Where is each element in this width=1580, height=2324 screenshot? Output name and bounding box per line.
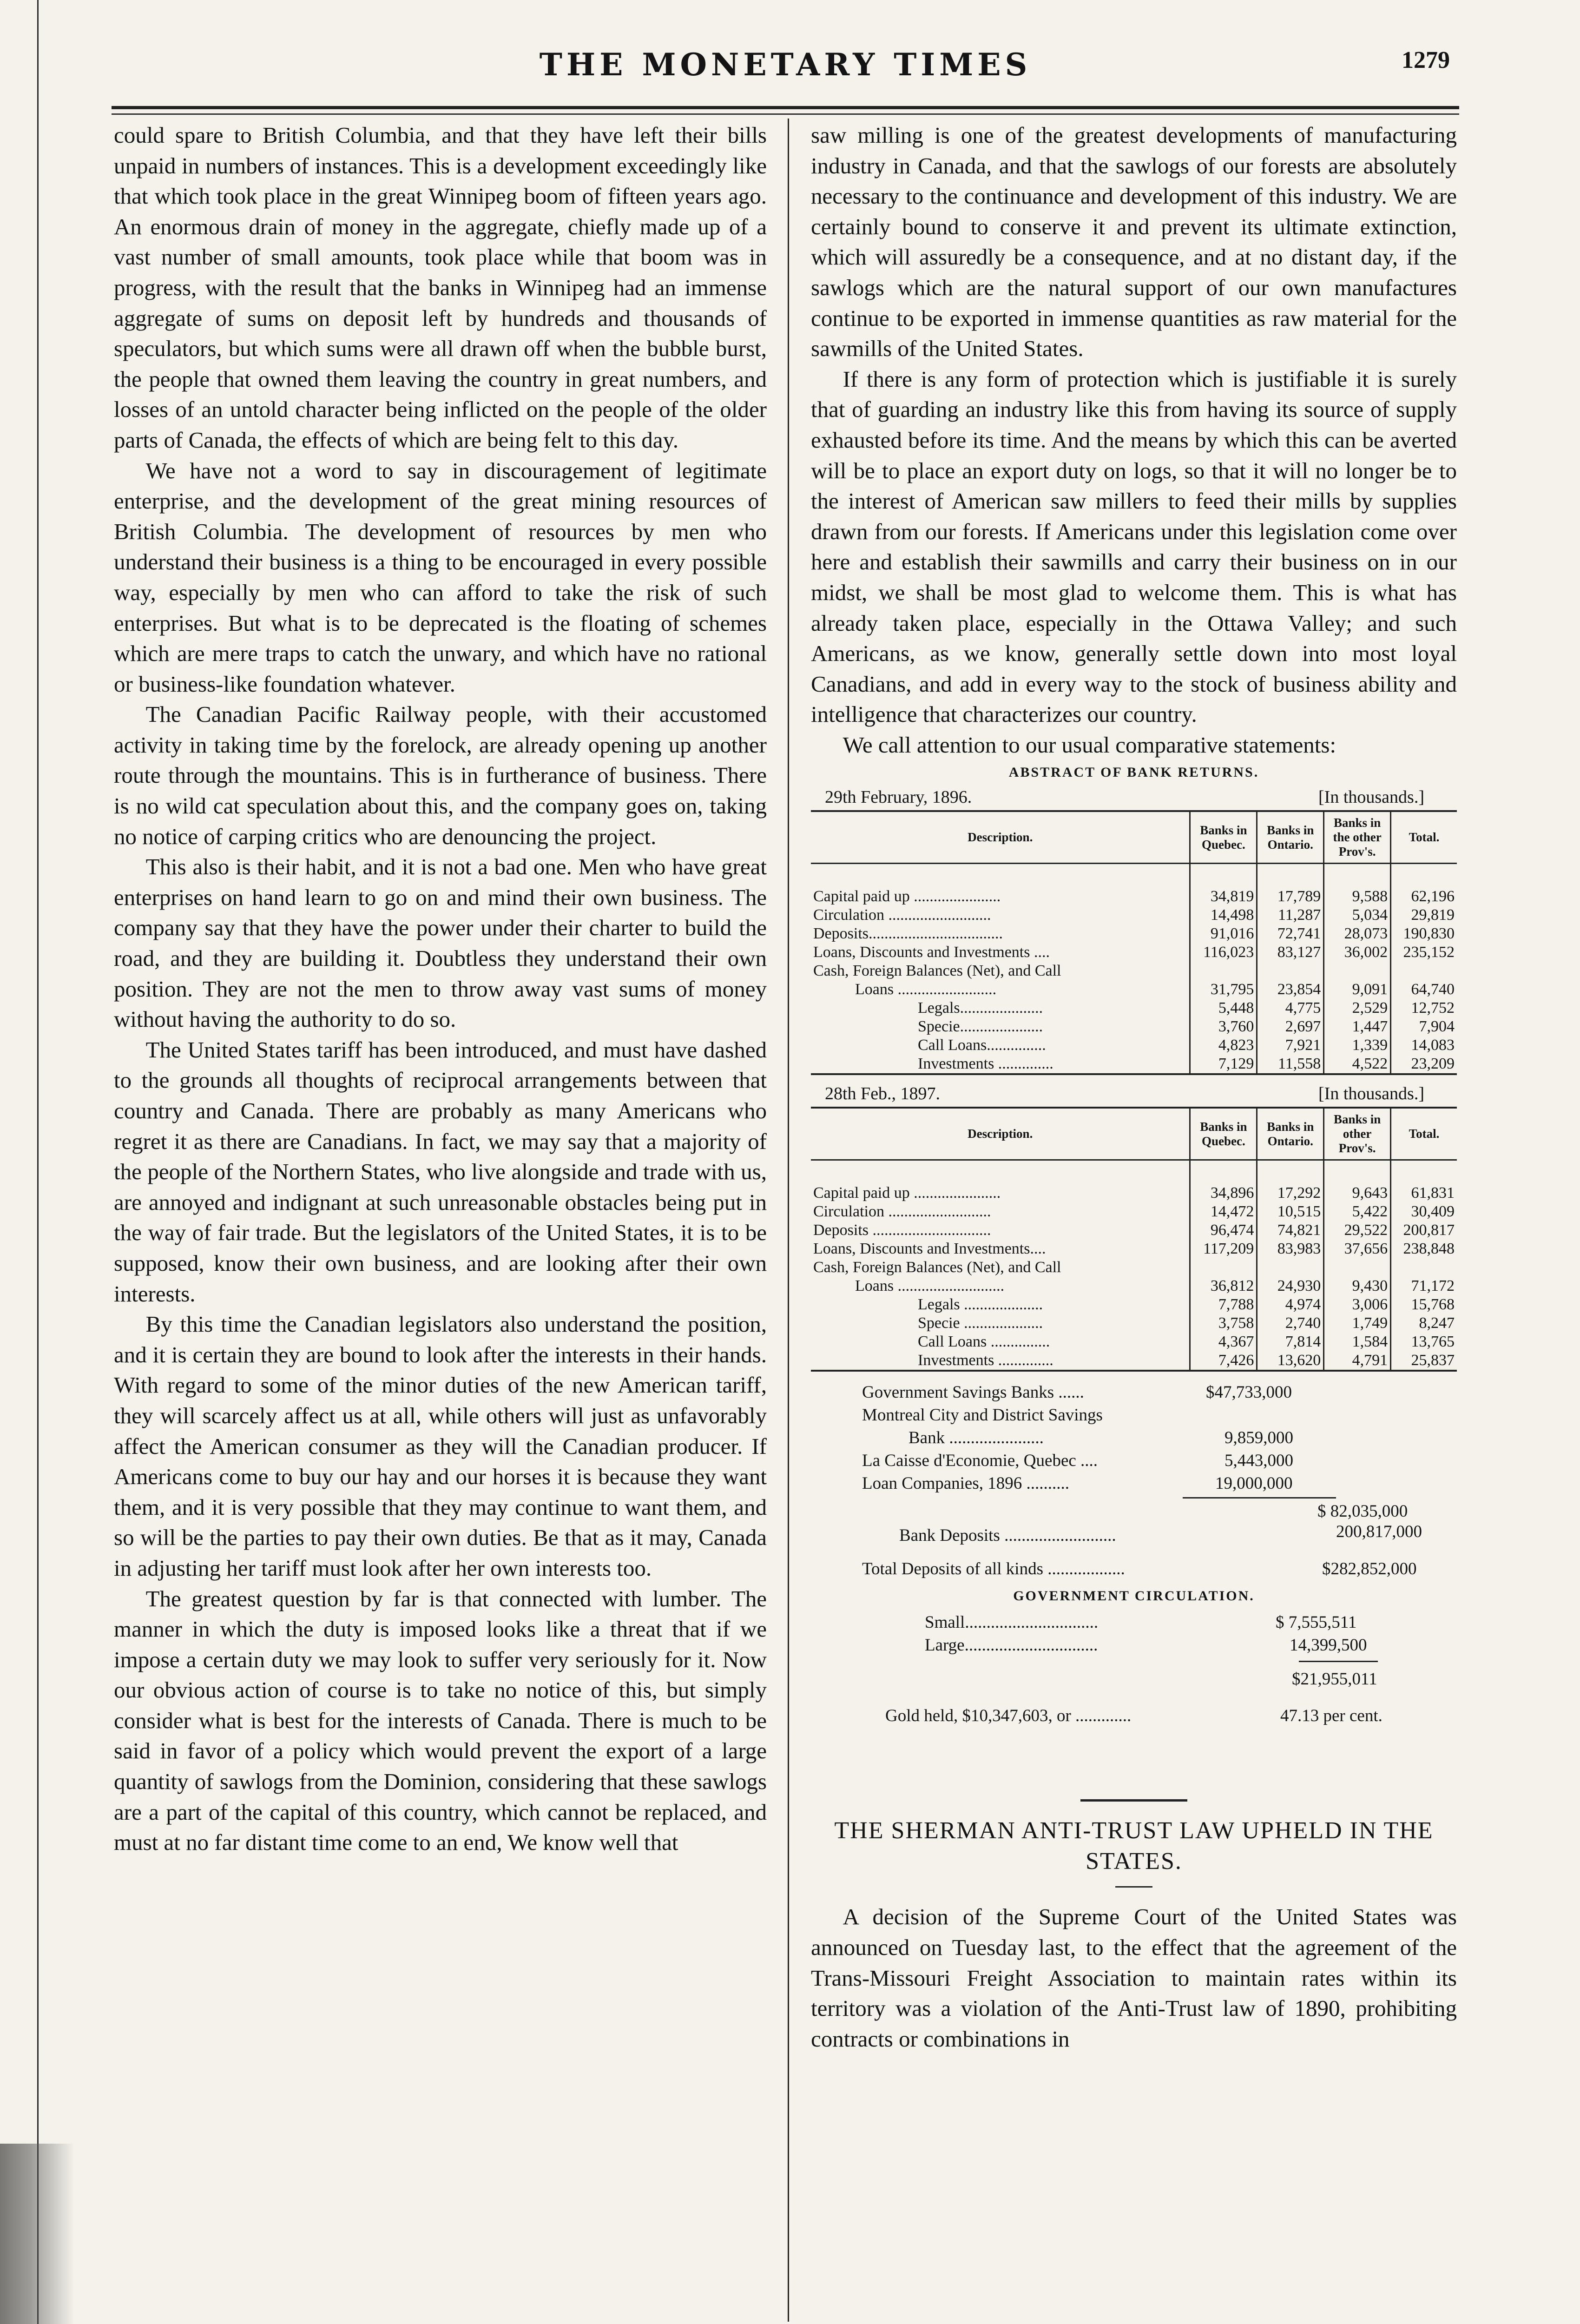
cell: Cash, Foreign Balances (Net), and Call <box>813 1259 1061 1276</box>
cell: 4,791 <box>1324 1351 1391 1371</box>
summary-amount: 19,000,000 <box>1215 1474 1293 1493</box>
summary-amount: $ 7,555,511 <box>1276 1613 1357 1632</box>
cell: 34,896 <box>1190 1184 1257 1202</box>
sum-rule <box>1299 1661 1378 1662</box>
cell: Circulation .......................... <box>813 1203 991 1221</box>
cell: 28,073 <box>1324 924 1391 943</box>
summary-label: Bank ...................... <box>908 1428 1044 1448</box>
page-header <box>112 46 1459 83</box>
paragraph: We have not a word to say in discouragement of legitimate enterprise, and the development of the great mining resources of British Columbia. The development of resources by men who understand their business is a thing to be encouraged in every possible way, especially by men who can afford to take the risk of such enterprises. But what is to be deprecated is the floating of schemes which are mere traps to catch the unwary, and which have no rational or business-like foundation whatever. <box>114 457 767 697</box>
column-header: Banks in Quebec. <box>1190 811 1257 864</box>
cell: 17,789 <box>1257 887 1324 906</box>
cell: 5,422 <box>1324 1202 1391 1221</box>
cell: Legals .................... <box>918 1296 1043 1314</box>
bank-returns <box>811 761 1457 1850</box>
page-fold-shadow <box>0 2144 74 2324</box>
cell: Deposits.................................. <box>813 925 1003 943</box>
summary-label: Small............................... <box>925 1613 1099 1632</box>
cell: Loans ........................... <box>855 1277 1005 1295</box>
cell <box>1391 1258 1457 1277</box>
table-row <box>811 906 1457 924</box>
cell: 2,529 <box>1324 999 1391 1017</box>
header-rule-thin <box>112 113 1459 115</box>
summary-label: Government Savings Banks ...... <box>862 1383 1084 1402</box>
table-row <box>811 1314 1457 1333</box>
cell: 83,983 <box>1257 1240 1324 1258</box>
table-row <box>811 1277 1457 1295</box>
cell: Capital paid up ...................... <box>813 1184 1001 1202</box>
summary-label: Loan Companies, 1896 .......... <box>862 1474 1070 1493</box>
cell: 7,129 <box>1190 1055 1257 1074</box>
deposits-summary <box>811 1381 1457 1850</box>
summary-amount: $ 82,035,000 <box>1317 1502 1408 1521</box>
cell: 117,209 <box>1190 1240 1257 1258</box>
cell <box>1257 1258 1324 1277</box>
cell: 1,749 <box>1324 1314 1391 1333</box>
cell: 14,472 <box>1190 1202 1257 1221</box>
cell: Investments .............. <box>811 1351 1190 1371</box>
table-row <box>811 943 1457 962</box>
cell: 4,775 <box>1257 999 1324 1017</box>
cell: 9,091 <box>1324 980 1391 999</box>
summary-amount: 47.13 per cent. <box>1280 1706 1382 1726</box>
cell: 200,817 <box>1391 1221 1457 1240</box>
column-header: Banks in Quebec. <box>1190 1108 1257 1160</box>
cell <box>1324 962 1391 980</box>
table-row <box>811 887 1457 906</box>
cell: 74,821 <box>1257 1221 1324 1240</box>
paragraph: The greatest question by far is that connected with lumber. The manner in which the duty is imposed looks like a threat that if we impose a certain duty we may look to suffer very seriously for it. Now our obvious action of course is to take no notice of this, but simply consider what is best for the interests of Canada. There is much to be said in favor of a policy which would prevent the export of a large quantity of sawlogs from the Dominion, considering that these sawlogs are a part of the capital of this country, which cannot be replaced, and must at no far distant time come to an end, We know well that <box>114 1585 767 1855</box>
table-row <box>811 1202 1457 1221</box>
column-header: Total. <box>1391 1108 1457 1160</box>
cell: Investments .............. <box>811 1055 1190 1074</box>
bank-table-1896 <box>811 810 1457 1075</box>
cell <box>1257 962 1324 980</box>
cell <box>1190 1258 1257 1277</box>
cell: 14,083 <box>1391 1036 1457 1055</box>
summary-amount: 9,859,000 <box>1224 1428 1293 1448</box>
page-number: 1279 <box>1402 47 1450 73</box>
cell: 7,426 <box>1190 1351 1257 1371</box>
paragraph: This also is their habit, and it is not a bad one. Men who have great enterprises on hand learn to go on and mind their own business. The company say that they have the power under their charter to build the road, and they are building it. Doubtless they understand their own position. They are not the men to throw away vast sums of money without having the authority to do so. <box>114 854 767 1032</box>
cell: 116,023 <box>1190 943 1257 962</box>
cell: 7,904 <box>1391 1017 1457 1036</box>
cell: 9,588 <box>1324 887 1391 906</box>
column-header: Description. <box>968 1127 1033 1141</box>
cell: 17,292 <box>1257 1184 1324 1202</box>
column-header: Banks in Ontario. <box>1257 811 1324 864</box>
cell: 3,006 <box>1324 1295 1391 1314</box>
sum-rule <box>1183 1497 1336 1499</box>
cell: 34,819 <box>1190 887 1257 906</box>
cell: Legals..................... <box>918 999 1043 1017</box>
cell: 190,830 <box>1391 924 1457 943</box>
summary-label: Total Deposits of all kinds .................. <box>862 1559 1125 1579</box>
summary-label: Montreal City and District Savings <box>862 1406 1103 1425</box>
summary-label: Large............................... <box>925 1636 1098 1655</box>
cell: 25,837 <box>1391 1351 1457 1371</box>
article-title: THE SHERMAN ANTI-TRUST LAW UPHELD IN THE STATES. <box>834 1817 1434 1875</box>
table-row <box>811 1333 1457 1351</box>
table-row <box>811 999 1457 1017</box>
cell: 14,498 <box>1190 906 1257 924</box>
summary-amount: $47,733,000 <box>1206 1383 1292 1402</box>
table-row <box>811 962 1457 980</box>
cell: Loans, Discounts and Investments .... <box>813 944 1050 961</box>
abstract-heading: ABSTRACT OF BANK RETURNS. <box>1008 765 1259 780</box>
cell: 1,584 <box>1324 1333 1391 1351</box>
paragraph: By this time the Canadian legislators also understand the position, and it is certain they are bound to look after the interests in their hands. With regard to some of the minor duties of the new American tariff, they will scarcely affect us at all, while others will just as unfavorably affect the American consumer as they will the Canadian producer. If Americans come to buy our hay and our horses it is because they want them, and it is very possible that they may continue to want them, and so will be the parties to pay their own duties. Be that as it may, Canada in adjusting her tariff must look after her own interests too. <box>114 1311 767 1581</box>
cell: 7,921 <box>1257 1036 1324 1055</box>
cell: 4,367 <box>1190 1333 1257 1351</box>
cell: 64,740 <box>1391 980 1457 999</box>
table-row <box>811 1184 1457 1202</box>
title-rule <box>1115 1886 1152 1888</box>
left-column <box>114 120 767 1858</box>
table2-date: 28th Feb., 1897. <box>825 1084 941 1104</box>
column-header: Total. <box>1391 811 1457 864</box>
cell: 5,448 <box>1190 999 1257 1017</box>
cell: 4,522 <box>1324 1055 1391 1074</box>
paragraph: If there is any form of protection which is justifiable it is surely that of guarding an industry like this from having its source of supply exhausted before its time. And the means by which this can be averted will be to place an export duty on logs, so that it will no longer be to the interest of American saw millers to feed their mills by supplies drawn from our forests. If Americans under this legislation come over here and establish their sawmills and carry their business on in our midst, we shall be most glad to welcome them. This is what has already taken place, especially in the Ottawa Valley; and such Americans, as we know, generally settle down into most loyal Canadians, and add in every way to the stock of business ability and intelligence that characterizes our country. <box>811 366 1457 727</box>
cell: 23,854 <box>1257 980 1324 999</box>
cell: 3,758 <box>1190 1314 1257 1333</box>
cell: 29,522 <box>1324 1221 1391 1240</box>
cell: 96,474 <box>1190 1221 1257 1240</box>
cell: 23,209 <box>1391 1055 1457 1074</box>
cell <box>1324 1258 1391 1277</box>
cell: 31,795 <box>1190 980 1257 999</box>
cell: Call Loans............... <box>918 1037 1046 1054</box>
page-binding-edge <box>37 0 39 2324</box>
bank-table-1897 <box>811 1107 1457 1372</box>
summary-label: La Caisse d'Economie, Quebec .... <box>862 1451 1098 1471</box>
paragraph: could spare to British Columbia, and that they have left their bills unpaid in numbers of instances. This is a development exceedingly like that which took place in the great Winnipeg boom of fifteen years ago. An enormous drain of money in the aggregate, chiefly made up of a vast number of small amounts, took place while that boom was in progress, with the result that the banks in Winnipeg had an immense aggregate of sums on deposit left by hundreds and thousands of speculators, but which sums were all drawn off when the bubble burst, the people that owned them leaving the country in great numbers, and losses of an untold character being inflicted on the people of the older parts of Canada, the effects of which are being felt to this day. <box>114 122 767 453</box>
summary-amount: $21,955,011 <box>1292 1670 1377 1689</box>
cell: 11,287 <box>1257 906 1324 924</box>
cell: 7,788 <box>1190 1295 1257 1314</box>
cell: Specie..................... <box>918 1018 1043 1036</box>
cell: 2,697 <box>1257 1017 1324 1036</box>
table-row <box>811 1055 1457 1074</box>
cell: Loans ......................... <box>855 981 997 998</box>
cell: 29,819 <box>1391 906 1457 924</box>
cell: 238,848 <box>1391 1240 1457 1258</box>
table2-dateline <box>811 1081 1457 1107</box>
table-row <box>811 1221 1457 1240</box>
cell: Cash, Foreign Balances (Net), and Call <box>813 962 1061 980</box>
cell: 9,430 <box>1324 1277 1391 1295</box>
cell: 7,814 <box>1257 1333 1324 1351</box>
summary-label: Bank Deposits .......................... <box>899 1526 1116 1545</box>
table-row <box>811 1258 1457 1277</box>
right-column <box>811 120 1457 2054</box>
summary-amount: 5,443,000 <box>1224 1451 1293 1471</box>
cell: 11,558 <box>1257 1055 1324 1074</box>
table-row <box>811 1351 1457 1371</box>
paragraph: saw milling is one of the greatest developments of manufacturing industry in Canada, and that the sawlogs of our forests are absolutely necessary to the continuance and development of this industry. We are certainly bound to conserve it and prevent its ultimate extinction, which will assuredly be a consequence, and at no distant day, if the sawlogs which are the natural support of our own manufactures continue to be exported in immense quantities as raw material for the sawmills of the United States. <box>811 122 1457 362</box>
cell: 24,930 <box>1257 1277 1324 1295</box>
table-header-row <box>811 1108 1457 1160</box>
column-header: Description. <box>968 830 1033 845</box>
paragraph: We call attention to our usual comparative statements: <box>843 732 1336 758</box>
cell: 36,002 <box>1324 943 1391 962</box>
masthead: THE MONETARY TIMES <box>539 46 1032 83</box>
cell <box>1190 962 1257 980</box>
cell: 4,974 <box>1257 1295 1324 1314</box>
cell: 72,741 <box>1257 924 1324 943</box>
header-rule <box>112 106 1459 109</box>
cell: 8,247 <box>1391 1314 1457 1333</box>
cell: 2,740 <box>1257 1314 1324 1333</box>
cell: 1,339 <box>1324 1036 1391 1055</box>
cell: 36,812 <box>1190 1277 1257 1295</box>
column-header: Banks in the other Prov's. <box>1324 811 1391 864</box>
cell: 235,152 <box>1391 943 1457 962</box>
cell: 9,643 <box>1324 1184 1391 1202</box>
paragraph: The United States tariff has been introduced, and must have dashed to the grounds all thoughts of reciprocal arrangements between that country and Canada. There are probably as many Americans who regret it as there are Canadians. In fact, we may say that a majority of the people of the Northern States, who live alongside and trade with us, are annoyed and indignant at such unreasonable obstacles being put in the way of fair trade. But the legislators of the United States, it is to be supposed, know their own business, and are looking after their own interests. <box>114 1037 767 1307</box>
cell: 37,656 <box>1324 1240 1391 1258</box>
summary-label: Gold held, $10,347,603, or ............. <box>885 1706 1132 1726</box>
summary-amount: $282,852,000 <box>1322 1559 1417 1579</box>
summary-amount: 14,399,500 <box>1290 1636 1367 1655</box>
column-header: Banks in Ontario. <box>1257 1108 1324 1160</box>
cell: Specie .................... <box>918 1314 1043 1332</box>
cell: Loans, Discounts and Investments.... <box>813 1240 1046 1258</box>
table-row <box>811 1240 1457 1258</box>
table-header-row <box>811 811 1457 864</box>
table-row <box>811 1036 1457 1055</box>
cell: 13,620 <box>1257 1351 1324 1371</box>
column-header: Banks in other Prov's. <box>1324 1108 1391 1160</box>
cell <box>1391 962 1457 980</box>
cell: 12,752 <box>1391 999 1457 1017</box>
cell: 5,034 <box>1324 906 1391 924</box>
cell: 15,768 <box>1391 1295 1457 1314</box>
paragraph: The Canadian Pacific Railway people, with their accustomed activity in taking time by the forelock, are already opening up another route through the mountains. This is in furtherance of business. There is no wild cat speculation about this, and the company goes on, taking no notice of carping critics who are denouncing the project. <box>114 701 767 849</box>
table-row <box>811 1017 1457 1036</box>
table-row <box>811 1295 1457 1314</box>
paragraph: A decision of the Supreme Court of the United States was announced on Tuesday last, to the effect that the agreement of the Trans-Missouri Freight Association to maintain rates within its territory was a violation of the Anti-Trust law of 1890, prohibiting contracts or combinations in <box>811 1904 1457 2052</box>
cell: Call Loans ............... <box>918 1333 1050 1351</box>
cell: 13,765 <box>1391 1333 1457 1351</box>
cell: Capital paid up ...................... <box>813 888 1001 905</box>
cell: 91,016 <box>1190 924 1257 943</box>
column-separator <box>788 119 789 2322</box>
cell: 1,447 <box>1324 1017 1391 1036</box>
cell: Deposits .............................. <box>813 1221 991 1239</box>
cell: 3,760 <box>1190 1017 1257 1036</box>
table1-date: 29th February, 1896. <box>825 787 972 807</box>
cell: 71,172 <box>1391 1277 1457 1295</box>
cell: 10,515 <box>1257 1202 1324 1221</box>
table-row <box>811 924 1457 943</box>
gov-circ-heading: GOVERNMENT CIRCULATION. <box>1013 1588 1255 1604</box>
summary-amount: 200,817,000 <box>1336 1522 1422 1542</box>
table2-unit: [In thousands.] <box>1318 1084 1424 1104</box>
table1-unit: [In thousands.] <box>1318 787 1424 807</box>
table-row <box>811 980 1457 999</box>
cell: 83,127 <box>1257 943 1324 962</box>
cell: 62,196 <box>1391 887 1457 906</box>
cell: 4,823 <box>1190 1036 1257 1055</box>
cell: 30,409 <box>1391 1202 1457 1221</box>
cell: 61,831 <box>1391 1184 1457 1202</box>
table1-dateline <box>811 784 1457 810</box>
cell: Circulation .......................... <box>813 906 991 924</box>
